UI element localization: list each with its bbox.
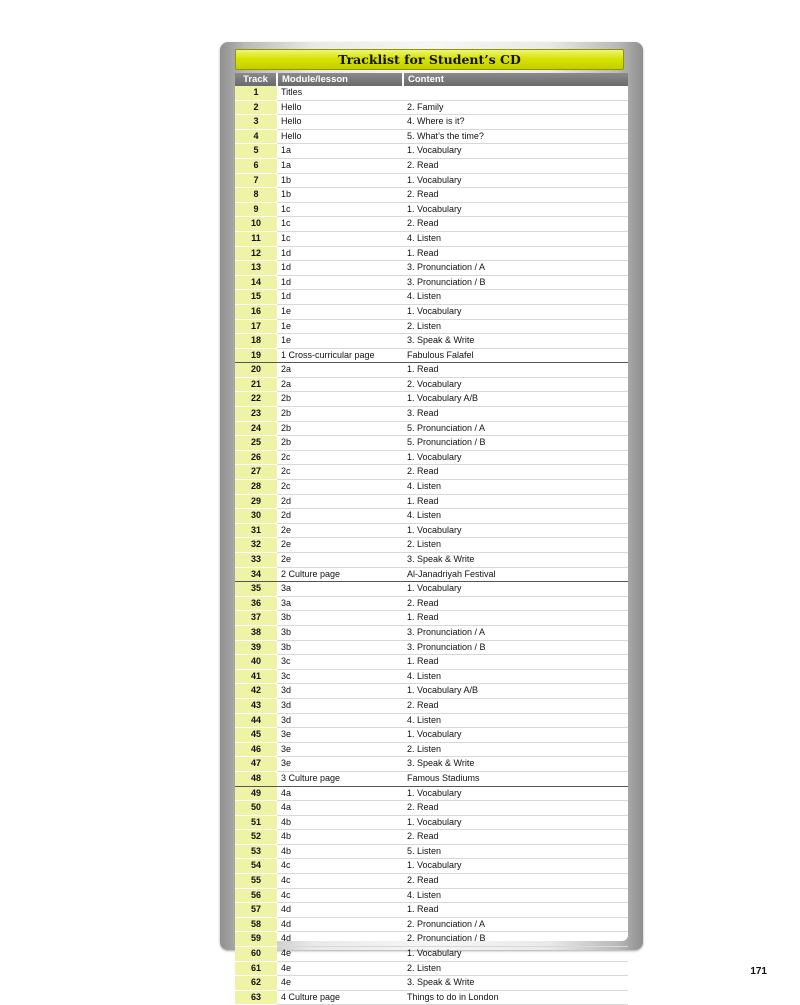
track-number: 27 <box>235 465 277 480</box>
module-lesson-cell: 4b <box>277 844 403 859</box>
table-row <box>235 392 628 407</box>
track-number: 44 <box>235 713 277 728</box>
content-cell: 1. Vocabulary <box>403 202 628 217</box>
table-row <box>235 596 628 611</box>
content-cell: 1. Vocabulary <box>403 786 628 801</box>
content-cell: 1. Vocabulary <box>403 173 628 188</box>
track-number: 21 <box>235 377 277 392</box>
module-lesson-cell: 1e <box>277 304 403 319</box>
content-cell: 1. Read <box>403 611 628 626</box>
table-row <box>235 86 628 100</box>
track-number: 16 <box>235 304 277 319</box>
module-lesson-cell: 3d <box>277 684 403 699</box>
track-number: 7 <box>235 173 277 188</box>
content-cell: 4. Listen <box>403 669 628 684</box>
table-row <box>235 655 628 670</box>
table-row <box>235 728 628 743</box>
module-lesson-cell: 4b <box>277 830 403 845</box>
table-row <box>235 436 628 451</box>
track-number: 46 <box>235 742 277 757</box>
module-lesson-cell: 1c <box>277 217 403 232</box>
table-row <box>235 129 628 144</box>
module-lesson-cell: 2e <box>277 553 403 568</box>
table-row <box>235 158 628 173</box>
content-cell: 2. Listen <box>403 319 628 334</box>
module-lesson-cell: 4e <box>277 961 403 976</box>
track-number: 40 <box>235 655 277 670</box>
track-number: 45 <box>235 728 277 743</box>
module-lesson-cell: 4c <box>277 859 403 874</box>
track-number: 63 <box>235 990 277 1005</box>
track-number: 24 <box>235 421 277 436</box>
content-cell: 1. Vocabulary <box>403 728 628 743</box>
module-lesson-cell: Hello <box>277 129 403 144</box>
table-row <box>235 976 628 991</box>
table-row <box>235 509 628 524</box>
module-lesson-cell: 3b <box>277 625 403 640</box>
track-number: 2 <box>235 100 277 115</box>
module-lesson-cell: 4e <box>277 947 403 962</box>
table-row <box>235 874 628 889</box>
module-lesson-cell: 1e <box>277 334 403 349</box>
table-row <box>235 990 628 1005</box>
track-number: 54 <box>235 859 277 874</box>
content-cell: 1. Vocabulary <box>403 523 628 538</box>
track-number: 11 <box>235 231 277 246</box>
content-cell: 1. Vocabulary <box>403 859 628 874</box>
module-lesson-cell: Hello <box>277 100 403 115</box>
content-cell: 3. Read <box>403 407 628 422</box>
content-cell: 1. Vocabulary A/B <box>403 684 628 699</box>
table-row <box>235 217 628 232</box>
content-cell: Things to do in London <box>403 990 628 1005</box>
table-row <box>235 640 628 655</box>
track-number: 9 <box>235 202 277 217</box>
track-number: 18 <box>235 334 277 349</box>
track-number: 4 <box>235 129 277 144</box>
table-row <box>235 742 628 757</box>
table-row <box>235 815 628 830</box>
module-lesson-cell: 2d <box>277 494 403 509</box>
content-cell: 5. Listen <box>403 844 628 859</box>
table-row <box>235 523 628 538</box>
track-number: 29 <box>235 494 277 509</box>
content-cell: 4. Listen <box>403 509 628 524</box>
content-cell: 4. Listen <box>403 231 628 246</box>
table-row <box>235 844 628 859</box>
table-row <box>235 771 628 786</box>
track-number: 10 <box>235 217 277 232</box>
track-number: 14 <box>235 275 277 290</box>
table-row <box>235 947 628 962</box>
table-row <box>235 450 628 465</box>
content-cell: Fabulous Falafel <box>403 348 628 363</box>
module-lesson-cell: 4b <box>277 815 403 830</box>
content-cell: 3. Speak & Write <box>403 334 628 349</box>
content-cell: 1. Vocabulary <box>403 947 628 962</box>
content-cell: 2. Read <box>403 217 628 232</box>
module-lesson-cell: 3b <box>277 640 403 655</box>
track-number: 38 <box>235 625 277 640</box>
content-cell: 2. Read <box>403 158 628 173</box>
table-row <box>235 713 628 728</box>
content-cell: 4. Listen <box>403 480 628 495</box>
content-cell: 2. Listen <box>403 961 628 976</box>
track-number: 58 <box>235 917 277 932</box>
track-number: 35 <box>235 582 277 597</box>
module-lesson-cell: 3e <box>277 742 403 757</box>
content-cell: 1. Read <box>403 246 628 261</box>
module-lesson-cell: 1d <box>277 290 403 305</box>
track-number: 61 <box>235 961 277 976</box>
table-row <box>235 961 628 976</box>
table-row <box>235 246 628 261</box>
tracklist-body <box>235 86 628 1005</box>
content-cell: 3. Pronunciation / A <box>403 625 628 640</box>
table-row <box>235 859 628 874</box>
module-lesson-cell: 2e <box>277 538 403 553</box>
module-lesson-cell: 1b <box>277 188 403 203</box>
module-lesson-cell: 4c <box>277 888 403 903</box>
content-cell: 3. Pronunciation / B <box>403 275 628 290</box>
table-row <box>235 319 628 334</box>
track-number: 13 <box>235 261 277 276</box>
table-row <box>235 290 628 305</box>
content-cell: 2. Read <box>403 801 628 816</box>
content-cell: 1. Vocabulary <box>403 144 628 159</box>
track-number: 23 <box>235 407 277 422</box>
track-number: 41 <box>235 669 277 684</box>
module-lesson-cell: 3b <box>277 611 403 626</box>
module-lesson-cell: 4d <box>277 903 403 918</box>
module-lesson-cell: 2b <box>277 407 403 422</box>
content-cell: 3. Pronunciation / B <box>403 640 628 655</box>
table-row <box>235 698 628 713</box>
module-lesson-cell: 2c <box>277 465 403 480</box>
content-cell: 3. Speak & Write <box>403 553 628 568</box>
content-cell: 4. Where is it? <box>403 115 628 130</box>
table-row <box>235 888 628 903</box>
table-row <box>235 231 628 246</box>
module-lesson-cell: 2 Culture page <box>277 567 403 582</box>
content-cell <box>403 86 628 100</box>
content-cell: 2. Read <box>403 596 628 611</box>
module-lesson-cell: 3d <box>277 713 403 728</box>
track-number: 50 <box>235 801 277 816</box>
content-cell: 2. Pronunciation / A <box>403 917 628 932</box>
content-cell: 1. Read <box>403 903 628 918</box>
track-number: 32 <box>235 538 277 553</box>
track-number: 39 <box>235 640 277 655</box>
track-number: 31 <box>235 523 277 538</box>
table-row <box>235 377 628 392</box>
content-cell: 4. Listen <box>403 888 628 903</box>
track-number: 62 <box>235 976 277 991</box>
track-number: 43 <box>235 698 277 713</box>
content-cell: 5. Pronunciation / B <box>403 436 628 451</box>
content-cell: 1. Vocabulary <box>403 450 628 465</box>
track-number: 26 <box>235 450 277 465</box>
module-lesson-cell: 4e <box>277 976 403 991</box>
track-number: 36 <box>235 596 277 611</box>
content-cell: 1. Vocabulary <box>403 815 628 830</box>
content-cell: 4. Listen <box>403 713 628 728</box>
content-cell: 5. Pronunciation / A <box>403 421 628 436</box>
content-cell: 2. Vocabulary <box>403 377 628 392</box>
module-lesson-cell: 3d <box>277 698 403 713</box>
track-number: 5 <box>235 144 277 159</box>
module-lesson-cell: 3e <box>277 757 403 772</box>
module-lesson-cell: 1 Cross-curricular page <box>277 348 403 363</box>
module-lesson-cell: 1d <box>277 246 403 261</box>
track-number: 17 <box>235 319 277 334</box>
track-number: 28 <box>235 480 277 495</box>
table-row <box>235 538 628 553</box>
content-cell: 1. Read <box>403 494 628 509</box>
module-lesson-cell: 2a <box>277 377 403 392</box>
track-number: 37 <box>235 611 277 626</box>
table-row <box>235 100 628 115</box>
track-number: 15 <box>235 290 277 305</box>
track-number: 6 <box>235 158 277 173</box>
content-cell: 2. Listen <box>403 538 628 553</box>
table-header-row <box>235 73 628 86</box>
track-number: 34 <box>235 567 277 582</box>
track-number: 25 <box>235 436 277 451</box>
module-lesson-cell: 4c <box>277 874 403 889</box>
table-row <box>235 275 628 290</box>
track-number: 47 <box>235 757 277 772</box>
content-cell: 2. Read <box>403 188 628 203</box>
track-number: 3 <box>235 115 277 130</box>
module-lesson-cell: 3c <box>277 669 403 684</box>
table-row <box>235 625 628 640</box>
tracklist-title: Tracklist for Student’s CD <box>235 49 624 70</box>
content-cell: Al-Janadriyah Festival <box>403 567 628 582</box>
header-content: Content <box>403 73 628 86</box>
table-row <box>235 261 628 276</box>
track-number: 56 <box>235 888 277 903</box>
table-row <box>235 304 628 319</box>
track-number: 49 <box>235 786 277 801</box>
track-number: 42 <box>235 684 277 699</box>
content-cell: 2. Family <box>403 100 628 115</box>
module-lesson-cell: 1d <box>277 275 403 290</box>
track-number: 52 <box>235 830 277 845</box>
table-row <box>235 465 628 480</box>
table-row <box>235 801 628 816</box>
module-lesson-cell: 2e <box>277 523 403 538</box>
module-lesson-cell: Titles <box>277 86 403 100</box>
module-lesson-cell: 2b <box>277 392 403 407</box>
module-lesson-cell: 2d <box>277 509 403 524</box>
table-row <box>235 903 628 918</box>
track-number: 30 <box>235 509 277 524</box>
content-cell: 1. Vocabulary <box>403 304 628 319</box>
tracklist-table <box>235 73 628 1005</box>
content-cell: 2. Read <box>403 830 628 845</box>
content-cell: 2. Read <box>403 874 628 889</box>
module-lesson-cell: 1e <box>277 319 403 334</box>
content-cell: 1. Vocabulary A/B <box>403 392 628 407</box>
content-cell: 2. Read <box>403 465 628 480</box>
table-row <box>235 144 628 159</box>
table-row <box>235 173 628 188</box>
content-cell: 2. Pronunciation / B <box>403 932 628 947</box>
module-lesson-cell: 4d <box>277 932 403 947</box>
module-lesson-cell: 1c <box>277 231 403 246</box>
module-lesson-cell: Hello <box>277 115 403 130</box>
table-row <box>235 786 628 801</box>
module-lesson-cell: 4d <box>277 917 403 932</box>
track-number: 33 <box>235 553 277 568</box>
table-row <box>235 421 628 436</box>
module-lesson-cell: 2c <box>277 450 403 465</box>
module-lesson-cell: 1c <box>277 202 403 217</box>
header-module-lesson: Module/lesson <box>277 73 403 86</box>
module-lesson-cell: 3a <box>277 596 403 611</box>
module-lesson-cell: 1d <box>277 261 403 276</box>
module-lesson-cell: 4a <box>277 801 403 816</box>
module-lesson-cell: 4 Culture page <box>277 990 403 1005</box>
track-number: 48 <box>235 771 277 786</box>
table-row <box>235 932 628 947</box>
track-number: 1 <box>235 86 277 100</box>
table-row <box>235 363 628 378</box>
content-cell: 1. Read <box>403 655 628 670</box>
track-number: 51 <box>235 815 277 830</box>
track-number: 59 <box>235 932 277 947</box>
table-row <box>235 348 628 363</box>
track-number: 57 <box>235 903 277 918</box>
content-cell: 3. Speak & Write <box>403 757 628 772</box>
module-lesson-cell: 4a <box>277 786 403 801</box>
track-number: 22 <box>235 392 277 407</box>
page-number: 171 <box>750 966 767 977</box>
track-number: 19 <box>235 348 277 363</box>
track-number: 20 <box>235 363 277 378</box>
table-row <box>235 202 628 217</box>
table-row <box>235 830 628 845</box>
tracklist-table-container <box>235 73 628 1002</box>
table-row <box>235 567 628 582</box>
table-row <box>235 407 628 422</box>
table-row <box>235 553 628 568</box>
track-number: 12 <box>235 246 277 261</box>
content-cell: 2. Listen <box>403 742 628 757</box>
content-cell: 3. Speak & Write <box>403 976 628 991</box>
table-row <box>235 480 628 495</box>
table-row <box>235 494 628 509</box>
table-row <box>235 611 628 626</box>
track-number: 55 <box>235 874 277 889</box>
module-lesson-cell: 1b <box>277 173 403 188</box>
module-lesson-cell: 3e <box>277 728 403 743</box>
table-row <box>235 757 628 772</box>
content-cell: 5. What’s the time? <box>403 129 628 144</box>
module-lesson-cell: 1a <box>277 144 403 159</box>
content-cell: 1. Read <box>403 363 628 378</box>
track-number: 60 <box>235 947 277 962</box>
content-cell: 1. Vocabulary <box>403 582 628 597</box>
table-row <box>235 115 628 130</box>
table-row <box>235 684 628 699</box>
table-row <box>235 188 628 203</box>
table-row <box>235 582 628 597</box>
module-lesson-cell: 3a <box>277 582 403 597</box>
table-row <box>235 334 628 349</box>
module-lesson-cell: 2b <box>277 421 403 436</box>
track-number: 8 <box>235 188 277 203</box>
module-lesson-cell: 1a <box>277 158 403 173</box>
table-row <box>235 669 628 684</box>
content-cell: 3. Pronunciation / A <box>403 261 628 276</box>
module-lesson-cell: 2b <box>277 436 403 451</box>
header-track: Track <box>235 73 277 86</box>
content-cell: Famous Stadiums <box>403 771 628 786</box>
table-row <box>235 917 628 932</box>
module-lesson-cell: 2c <box>277 480 403 495</box>
module-lesson-cell: 2a <box>277 363 403 378</box>
content-cell: 2. Read <box>403 698 628 713</box>
module-lesson-cell: 3c <box>277 655 403 670</box>
track-number: 53 <box>235 844 277 859</box>
module-lesson-cell: 3 Culture page <box>277 771 403 786</box>
content-cell: 4. Listen <box>403 290 628 305</box>
